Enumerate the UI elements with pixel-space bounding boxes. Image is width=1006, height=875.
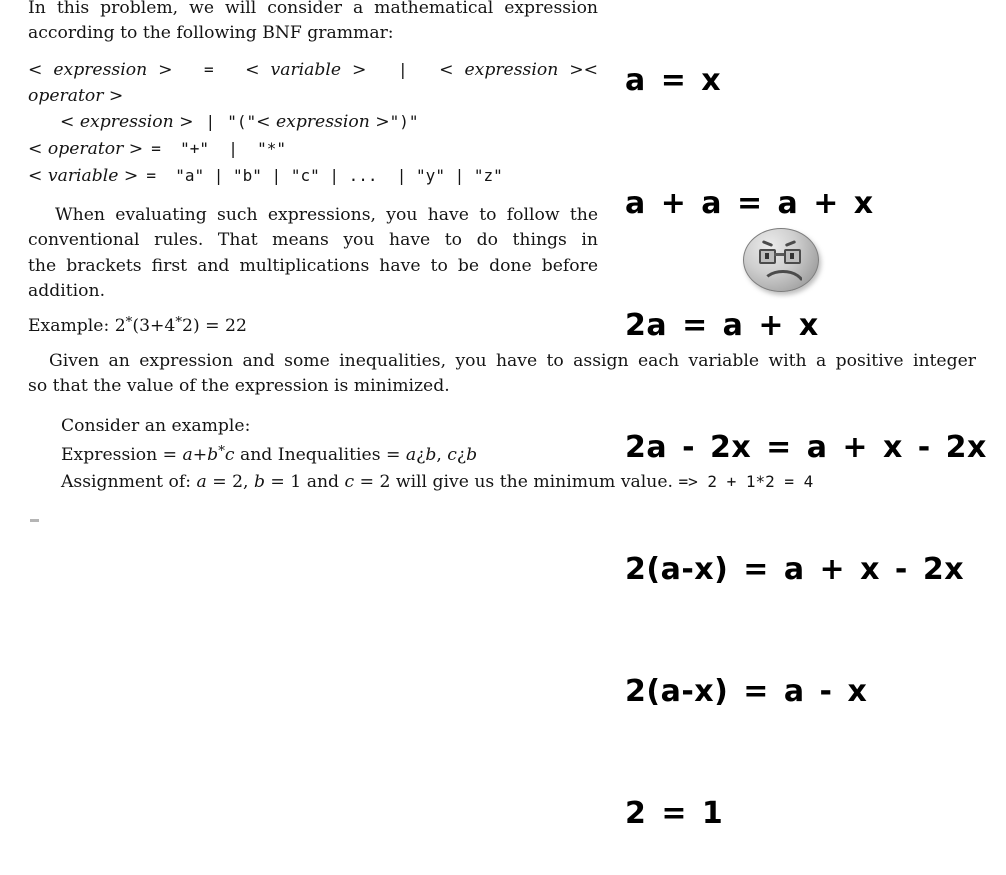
given-line-1: Given an expression and some inequalities, you have to assign each variable with a positive integer	[49, 351, 976, 371]
equation-line: a + a = a + x	[625, 185, 874, 221]
cutoff-text-fragment	[30, 519, 39, 522]
grammar-token: operator >	[28, 85, 124, 106]
grammar-line-5	[28, 163, 598, 190]
rules-line-2: conventional rules. That means you have to do things in	[28, 230, 598, 251]
expression-line	[28, 439, 976, 468]
var-c: c	[344, 471, 355, 492]
rules-line-4: addition.	[28, 281, 106, 302]
grammar-line-1	[28, 57, 598, 84]
consider-line: Consider an example:	[61, 415, 251, 436]
assignment-text: = 1 and	[264, 471, 345, 492]
expression-text: Expression =	[61, 445, 183, 466]
rules-line-3: the brackets first and multiplications have to be done before	[28, 255, 598, 276]
var-a: a	[405, 445, 417, 466]
asterisk-sup: *	[125, 315, 133, 331]
intro-line-2: according to the following BNF grammar:	[28, 23, 394, 44]
intro-line-1: In this problem, we will consider a mathematical expression	[28, 0, 598, 18]
grammar-token: = "a" | "b" | "c" | ... | "y" | "z"	[146, 166, 503, 185]
equation-line: 2 = 1	[625, 796, 724, 832]
var-a: a	[196, 471, 207, 492]
grammar-token: ")"	[389, 112, 419, 132]
face-nose-bridge	[774, 253, 784, 256]
var-b: b	[425, 445, 437, 466]
grammar-token: |	[205, 112, 216, 132]
var-b: b	[253, 471, 265, 492]
grammar-line-4	[28, 136, 598, 163]
grammar-token: = "+" | "*"	[151, 139, 287, 159]
assignment-text: = 2,	[206, 471, 254, 492]
grammar-token: < variable >	[245, 59, 367, 80]
grammar-token: =	[204, 59, 214, 79]
assignment-line	[28, 469, 976, 495]
grammar-token: < expression >	[60, 112, 194, 133]
asterisk-sup: *	[175, 315, 183, 331]
grammar-token: < operator >	[28, 139, 144, 160]
given-line-2: so that the value of the expression is minimized.	[28, 376, 450, 397]
grammar-token: < expression >	[256, 112, 390, 133]
asterisk-sup: *	[218, 444, 225, 460]
grammar-token: < variable >	[28, 166, 139, 186]
grammar-line-2	[28, 84, 598, 110]
sad-face-icon	[743, 228, 821, 294]
grammar-line-3	[28, 109, 598, 136]
equation-line: a = x	[625, 63, 722, 99]
inverted-question: ¿	[416, 445, 426, 466]
expression-text: and Inequalities =	[234, 445, 406, 466]
example-text: Example: 2	[28, 316, 126, 337]
example-text: 2) = 22	[182, 316, 247, 337]
result-monospace: => 2 + 1*2 = 4	[678, 471, 814, 491]
grammar-token: "("	[227, 112, 257, 132]
var-c: c	[224, 445, 235, 466]
left-column	[28, 0, 598, 340]
example-text: (3+4	[132, 316, 176, 337]
grammar-token: |	[397, 59, 408, 79]
expression-text: ,	[436, 445, 448, 466]
plus-sign: +	[192, 445, 208, 466]
rules-line-1: When evaluating such expressions, you have to follow the	[55, 204, 598, 225]
face-eye-right	[784, 249, 801, 264]
equation-line: 2a - 2x = a + x - 2x	[625, 429, 987, 465]
grammar-token: < expression ><	[439, 59, 598, 80]
assignment-text: = 2 will give us the minimum value.	[354, 471, 679, 492]
var-b: b	[466, 445, 478, 466]
grammar-token: < expression >	[28, 59, 173, 80]
bottom-section	[28, 349, 976, 495]
assignment-text: Assignment of:	[61, 471, 197, 492]
var-a: a	[182, 445, 193, 466]
equation-line: 2(a-x) = a + x - 2x	[625, 551, 965, 587]
rules-paragraph	[28, 203, 598, 305]
var-b: b	[207, 445, 219, 466]
var-c: c	[447, 445, 457, 466]
example-line	[28, 310, 598, 339]
equation-line: 2a = a + x	[625, 307, 819, 343]
face-eye-left	[759, 249, 776, 264]
bnf-grammar-block	[28, 57, 598, 190]
inverted-question: ¿	[456, 445, 467, 466]
equation-line: 2(a-x) = a - x	[625, 673, 868, 709]
